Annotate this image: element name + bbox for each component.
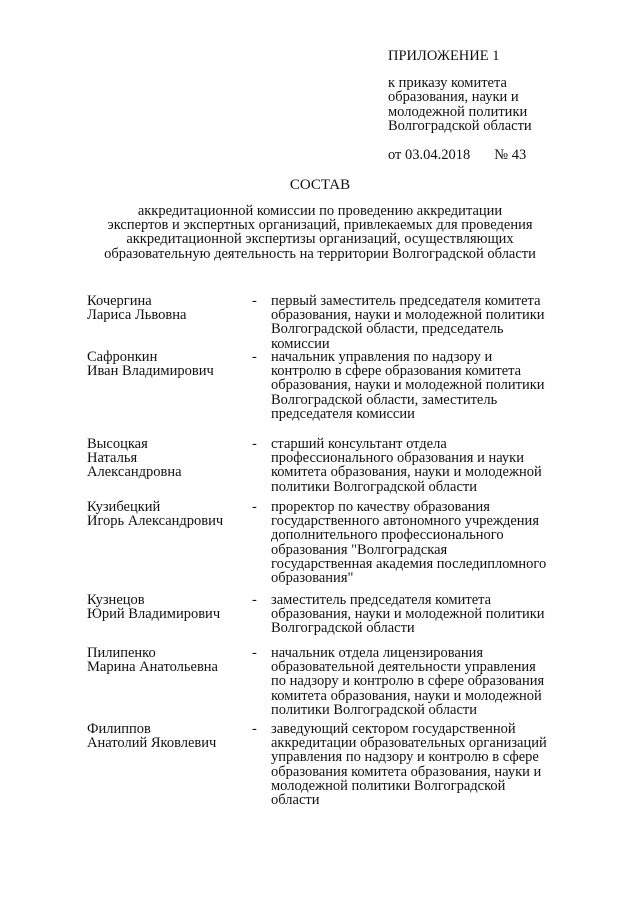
member-role [271,646,561,717]
appendix-subtitle-line: молодежной политики [388,103,528,120]
appendix-subtitle-line: Волгоградской области [388,117,532,134]
member-name-line: Кочергина [87,293,152,309]
member-role-line: молодежной политики Волгоградской [271,777,506,794]
member-name [87,437,247,480]
member-role-line: заведующий сектором государственной [271,721,516,737]
member-role-line: старший консультант отдела [271,436,447,452]
order-date: от 03.04.2018 [388,147,471,164]
member-role-line: начальник управления по надзору и [271,349,493,365]
member-name [87,722,247,750]
member-entry [87,593,567,636]
member-role-line: профессионального образования и науки [271,450,524,467]
member-dash: - [252,349,257,365]
member-role-line: председателя комиссии [271,405,415,422]
member-role-line: образовательной деятельности управления [271,659,536,676]
member-role-line: по надзору и контролю в сфере образования [271,673,545,690]
member-role-line: Волгоградской области, председатель [271,321,504,338]
member-entry [87,500,567,585]
appendix-title: ПРИЛОЖЕНИЕ 1 [388,48,500,64]
member-dash: - [252,293,257,309]
member-entry [87,437,567,494]
member-dash: - [252,499,257,515]
member-name-line: Марина Анатольевна [87,659,218,676]
order-number: № 43 [494,147,527,164]
member-dash: - [252,721,257,737]
member-dash: - [252,436,257,452]
member-name [87,593,247,621]
member-name [87,294,247,322]
member-entry [87,350,567,421]
document-subtitle-line: образовательную деятельность на территории Волгоградской области [104,245,536,262]
member-role-line: начальник отдела лицензирования [271,645,484,661]
appendix-subtitle-line: образования, науки и [388,89,519,106]
member-role-line: аккредитации образовательных организаций [271,735,547,752]
member-role [271,500,561,585]
member-name-line: Иван Владимирович [87,363,214,380]
member-role-line: политики Волгоградской области [271,701,478,718]
member-role-line: комиссии [271,335,330,352]
member-role-line: государственного автономного учреждения [271,513,539,530]
member-role-line: государственная академия последипломного [271,555,547,572]
member-role-line: Волгоградской области [271,620,415,637]
member-dash: - [252,645,257,661]
appendix-subtitle-line: к приказу комитета [388,75,507,91]
member-name-line: Кузибецкий [87,499,161,515]
member-name-line: Александровна [87,464,182,481]
member-role [271,722,561,807]
member-name [87,350,247,378]
member-role-line: заместитель председателя комитета [271,592,492,608]
member-name-line: Юрий Владимирович [87,606,221,623]
member-role-line: комитета образования, науки и молодежной [271,687,542,704]
member-entry [87,294,567,351]
member-role [271,593,561,636]
document-subtitle-line: аккредитационной экспертизы организаций, осуществляющих [126,231,514,248]
member-name-line: Наталья [87,450,138,467]
member-role-line: контролю в сфере образования комитета [271,363,522,380]
member-role [271,437,561,494]
member-role-line: образования, науки и молодежной политики [271,606,545,623]
member-role-line: образования, науки и молодежной политики [271,307,545,324]
member-role-line: управления по надзору и контролю в сфере [271,749,539,766]
document-subtitle-line: аккредитационной комиссии по проведению аккредитации [137,203,503,219]
member-entry [87,722,567,807]
appendix-subtitle [388,76,532,133]
member-role [271,294,561,351]
member-role-line: образования "Волгоградская [271,541,448,558]
member-role-line: проректор по качеству образования [271,499,490,515]
member-name-line: Лариса Львовна [87,307,187,324]
document-subtitle-line: экспертов и экспертных организаций, привлекаемых для проведения [107,217,533,234]
member-role [271,350,561,421]
appendix-block [388,48,532,163]
member-dash: - [252,592,257,608]
member-name-line: Сафронкин [87,349,158,365]
member-name-line: Анатолий Яковлевич [87,735,217,752]
member-role-line: образования, науки и молодежной политики [271,377,545,394]
member-name-line: Пилипенко [87,645,156,661]
member-role-line: области [271,792,320,809]
order-date-line [388,147,532,163]
member-name-line: Филиппов [87,721,151,737]
member-role-line: дополнительного профессионального [271,527,504,544]
member-role-line: образования комитета образования, науки и [271,763,542,780]
document-subtitle [80,204,560,261]
document-title: СОСТАВ [289,177,351,193]
member-role-line: первый заместитель председателя комитета [271,293,541,309]
member-role-line: политики Волгоградской области [271,478,478,495]
member-name-line: Высоцкая [87,436,148,452]
member-name-line: Игорь Александрович [87,513,224,530]
member-name-line: Кузнецов [87,592,145,608]
member-role-line: образования" [271,570,354,587]
member-role-line: комитета образования, науки и молодежной [271,464,542,481]
member-name [87,500,247,528]
member-name [87,646,247,674]
member-role-line: Волгоградской области, заместитель [271,391,498,408]
member-entry [87,646,567,717]
